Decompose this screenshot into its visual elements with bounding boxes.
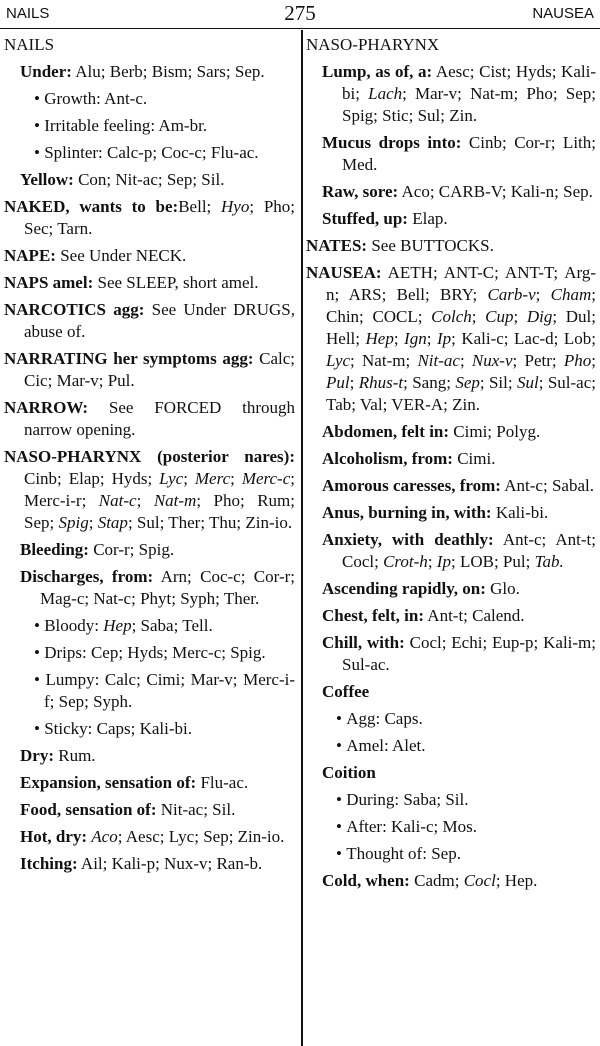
remedy-italic: Cup [485, 307, 514, 326]
index-entry [306, 816, 596, 838]
index-entry [4, 539, 295, 561]
remedy-text: ; Sang; [403, 373, 456, 392]
remedy-text: ; [88, 513, 98, 532]
remedy-text: ; Dul; Hell; [326, 307, 596, 348]
index-entry [4, 272, 295, 294]
index-entry [306, 870, 596, 892]
remedy-italic: Crot-h [383, 552, 428, 571]
index-entry [306, 262, 596, 416]
remedy-italic: Ign [404, 329, 427, 348]
remedy-text: Arn; Coc-c; Cor-r; Mag-c; Nat-c; Phyt; Syph; Ther. [40, 567, 296, 608]
index-entry [306, 681, 596, 703]
remedy-text: Cinb; Cor-r; Lith; Med. [342, 133, 596, 174]
index-entry [306, 34, 596, 56]
remedy-italic: Pul [326, 373, 350, 392]
remedy-text: Cimi; Polyg. [449, 422, 541, 441]
index-entry [306, 605, 596, 627]
header-right-guide-word: NAUSEA [532, 5, 594, 22]
remedy-text: Aesc; Cist; Hyds; Kali-bi; [342, 62, 596, 103]
remedy-text: ; Sil; [479, 373, 517, 392]
remedy-text: See Under NECK. [55, 246, 187, 265]
remedy-text: Calc; Cic; Mar-v; Pul. [24, 349, 295, 390]
remedy-text: Lumpy: Calc; Cimi; Mar-v; Merc-i-f; Sep; Syph. [44, 670, 296, 711]
index-entry [4, 669, 295, 713]
remedy-text: ; Chin; COCL; [326, 285, 596, 326]
remedy-text: Cor-r; Spig. [88, 540, 175, 559]
entry-heading: NAPE: [4, 246, 56, 265]
remedy-italic: Nat-m [153, 491, 197, 510]
remedy-text: Cocl; Echi; Eup-p; Kali-m; Sul-ac. [342, 633, 596, 674]
remedy-text: Cinb; Elap; Hyds; [24, 469, 160, 488]
remedy-italic: Dig [526, 307, 553, 326]
remedy-italic: Ip [436, 552, 451, 571]
remedy-text: ; Pho; Rum; Sep; [24, 491, 295, 532]
index-entry [306, 208, 596, 230]
index-entry [306, 448, 596, 470]
remedy-text: ; Merc-i-r; [24, 469, 295, 510]
index-entry [306, 61, 596, 127]
index-entry [4, 196, 295, 240]
remedy-italic: Stap [97, 513, 128, 532]
remedy-text: Drips: Cep; Hyds; Merc-c; Spig. [44, 643, 266, 662]
remedy-italic: Lyc [159, 469, 184, 488]
index-entry [4, 348, 295, 392]
remedy-text: Thought of: Sep. [346, 844, 461, 863]
remedy-italic: Lyc [326, 351, 351, 370]
remedy-text: See SLEEP, short amel. [93, 273, 259, 292]
remedy-text: Ail; Kali-p; Nux-v; Ran-b. [77, 854, 263, 873]
index-entry [4, 615, 295, 637]
entry-heading: Anxiety, with deathly: [322, 530, 494, 549]
index-entry [4, 826, 295, 848]
remedy-text: ; Aesc; Lyc; Sep; Zin-io. [117, 827, 285, 846]
remedy-text: Bell; [178, 197, 222, 216]
remedy-text: AETH; ANT-C; ANT-T; Arg-n; ARS; Bell; BRY; [326, 263, 596, 304]
remedy-text: ; Sul-ac; Tab; Val; VER-A; Zin. [326, 373, 596, 414]
index-entry [4, 772, 295, 794]
remedy-italic: Cocl [463, 871, 496, 890]
entry-heading: NAILS [4, 35, 55, 54]
index-entry [306, 632, 596, 676]
entry-heading: Amorous caresses, from: [322, 476, 501, 495]
index-entry [306, 735, 596, 757]
remedy-text: Flu-ac. [196, 773, 249, 792]
remedy-text: Cadm; [409, 871, 464, 890]
remedy-italic: Tab. [534, 552, 564, 571]
index-entry [306, 843, 596, 865]
remedy-text: Glo. [485, 579, 520, 598]
index-entry [4, 799, 295, 821]
index-entry [4, 61, 295, 83]
remedy-italic: Hep [103, 616, 132, 635]
index-entry [306, 475, 596, 497]
index-entry [4, 446, 295, 534]
entry-heading: Chest, felt, in: [322, 606, 424, 625]
entry-heading: Itching: [20, 854, 78, 873]
remedy-italic: Spig [58, 513, 89, 532]
remedy-text: Sticky: Caps; Kali-bi. [44, 719, 192, 738]
entry-heading: NASO-PHARYNX (posterior nares): [4, 447, 295, 466]
remedy-italic: Pho [563, 351, 592, 370]
remedy-text: See FORCED through narrow opening. [24, 398, 295, 439]
remedy-text: Elap. [407, 209, 448, 228]
entry-heading: Lump, as of, a: [322, 62, 433, 81]
remedy-text: Bloody: [44, 616, 104, 635]
index-entry [306, 132, 596, 176]
remedy-italic: Rhus-t [358, 373, 404, 392]
entry-heading: Hot, dry: [20, 827, 88, 846]
remedy-text: ; Hep. [495, 871, 538, 890]
header-left-guide-word: NAILS [6, 5, 50, 22]
remedy-text: ; [393, 329, 405, 348]
remedy-text: ; Kali-c; Lac-d; Lob; [451, 329, 596, 348]
index-entry [4, 642, 295, 664]
running-header [0, 0, 600, 29]
index-entry [306, 421, 596, 443]
index-entry [306, 762, 596, 784]
remedy-text: Kali-bi. [491, 503, 549, 522]
entry-heading: Anus, burning in, with: [322, 503, 492, 522]
remedy-text: ; [427, 552, 437, 571]
entry-heading: NAKED, wants to be: [4, 197, 179, 216]
entry-heading: NARCOTICS agg: [4, 300, 145, 319]
left-column [4, 34, 295, 880]
remedy-text: ; [136, 491, 154, 510]
remedy-text: Irritable feeling: Am-br. [44, 116, 208, 135]
remedy-text: ; Petr; [512, 351, 564, 370]
entry-heading: NAPS amel: [4, 273, 94, 292]
entry-heading: NATES: [306, 236, 368, 255]
entry-heading: Stuffed, up: [322, 209, 408, 228]
remedy-text: ; Pho; Sec; Tarn. [24, 197, 296, 238]
remedy-text: ; [230, 469, 242, 488]
index-entry [4, 745, 295, 767]
remedy-text: ; [183, 469, 195, 488]
index-entry [4, 853, 295, 875]
entry-heading: NASO-PHARYNX [306, 35, 440, 54]
remedy-text: Splinter: Calc-p; Coc-c; Flu-ac. [44, 143, 259, 162]
remedy-text: Aco; CARB-V; Kali-n; Sep. [398, 182, 593, 201]
index-entry [306, 529, 596, 573]
remedy-text: Ant-c; Ant-t; Cocl; [342, 530, 596, 571]
index-entry [4, 566, 295, 610]
remedy-text: Con; Nit-ac; Sep; Sil. [73, 170, 225, 189]
remedy-italic: Nat-c [98, 491, 137, 510]
entry-heading: Ascending rapidly, on: [322, 579, 486, 598]
entry-heading: Alcoholism, from: [322, 449, 453, 468]
index-entry [4, 299, 295, 343]
index-entry [306, 235, 596, 257]
entry-heading: NARRATING her symptoms agg: [4, 349, 254, 368]
remedy-text: After: Kali-c; Mos. [346, 817, 477, 836]
index-entry [4, 34, 295, 56]
remedy-italic: Carb-v [487, 285, 536, 304]
index-entry [4, 115, 295, 137]
index-entry [4, 718, 295, 740]
column-divider [301, 30, 303, 1046]
remedy-text: Ant-c; Sabal. [500, 476, 594, 495]
entry-heading: NAUSEA: [306, 263, 382, 282]
index-entry [4, 245, 295, 267]
remedy-text: ; [513, 307, 527, 326]
index-entry [306, 181, 596, 203]
remedy-italic: Lach [368, 84, 403, 103]
remedy-italic: Sep [455, 373, 480, 392]
remedy-italic: Ip [436, 329, 452, 348]
remedy-text: See BUTTOCKS. [367, 236, 494, 255]
entry-heading: Yellow: [20, 170, 74, 189]
remedy-text: See Under DRUGS, abuse of. [24, 300, 295, 341]
remedy-text: ; LOB; Pul; [450, 552, 535, 571]
remedy-text: Growth: Ant-c. [44, 89, 148, 108]
remedy-text: Alu; Berb; Bism; Sars; Sep. [71, 62, 265, 81]
entry-heading: Food, sensation of: [20, 800, 157, 819]
index-entry [4, 397, 295, 441]
page-number: 275 [284, 1, 316, 25]
remedy-text: ; Nat-m; [350, 351, 418, 370]
remedy-italic: Nux-v [471, 351, 513, 370]
entry-heading: Expansion, sensation of: [20, 773, 197, 792]
remedy-text: ; [426, 329, 437, 348]
remedy-text: Cimi. [452, 449, 496, 468]
remedy-text: ; Saba; Tell. [131, 616, 213, 635]
entry-heading: Abdomen, felt in: [322, 422, 450, 441]
remedy-text: ; [535, 285, 551, 304]
remedy-italic: Hep [365, 329, 394, 348]
remedy-italic: Sul [516, 373, 539, 392]
right-column [306, 34, 596, 897]
remedy-text: ; Mar-v; Nat-m; Pho; Sep; Spig; Stic; Sul; Zin. [342, 84, 596, 125]
entry-heading: Under: [20, 62, 72, 81]
remedy-text: During: Saba; Sil. [346, 790, 469, 809]
entry-heading: Coition [322, 763, 376, 782]
remedy-text: Amel: Alet. [346, 736, 426, 755]
index-entry [306, 708, 596, 730]
remedy-text: Nit-ac; Sil. [156, 800, 236, 819]
index-entry [4, 88, 295, 110]
remedy-italic: Merc-c [241, 469, 291, 488]
remedy-text: Rum. [53, 746, 96, 765]
entry-heading: Raw, sore: [322, 182, 399, 201]
entry-heading: Coffee [322, 682, 370, 701]
index-entry [306, 502, 596, 524]
remedy-text: ; [591, 351, 596, 370]
remedy-text: Agg: Caps. [346, 709, 423, 728]
remedy-italic: Colch [431, 307, 472, 326]
remedy-italic: Merc [194, 469, 231, 488]
entry-heading: Dry: [20, 746, 54, 765]
entry-heading: Mucus drops into: [322, 133, 462, 152]
remedy-italic: Cham [550, 285, 592, 304]
entry-heading: Cold, when: [322, 871, 410, 890]
entry-heading: Chill, with: [322, 633, 405, 652]
remedy-text: ; [471, 307, 486, 326]
remedy-italic: Hyo [221, 197, 250, 216]
remedy-text: Ant-t; Calend. [423, 606, 525, 625]
remedy-text: ; Sul; Ther; Thu; Zin-io. [127, 513, 293, 532]
remedy-italic: Aco [91, 827, 118, 846]
remedy-text: ; [349, 373, 359, 392]
index-entry [306, 789, 596, 811]
index-entry [306, 578, 596, 600]
entry-heading: NARROW: [4, 398, 89, 417]
remedy-text: ; [459, 351, 472, 370]
index-entry [4, 169, 295, 191]
index-entry [4, 142, 295, 164]
entry-heading: Discharges, from: [20, 567, 154, 586]
entry-heading: Bleeding: [20, 540, 89, 559]
remedy-italic: Nit-ac [417, 351, 460, 370]
